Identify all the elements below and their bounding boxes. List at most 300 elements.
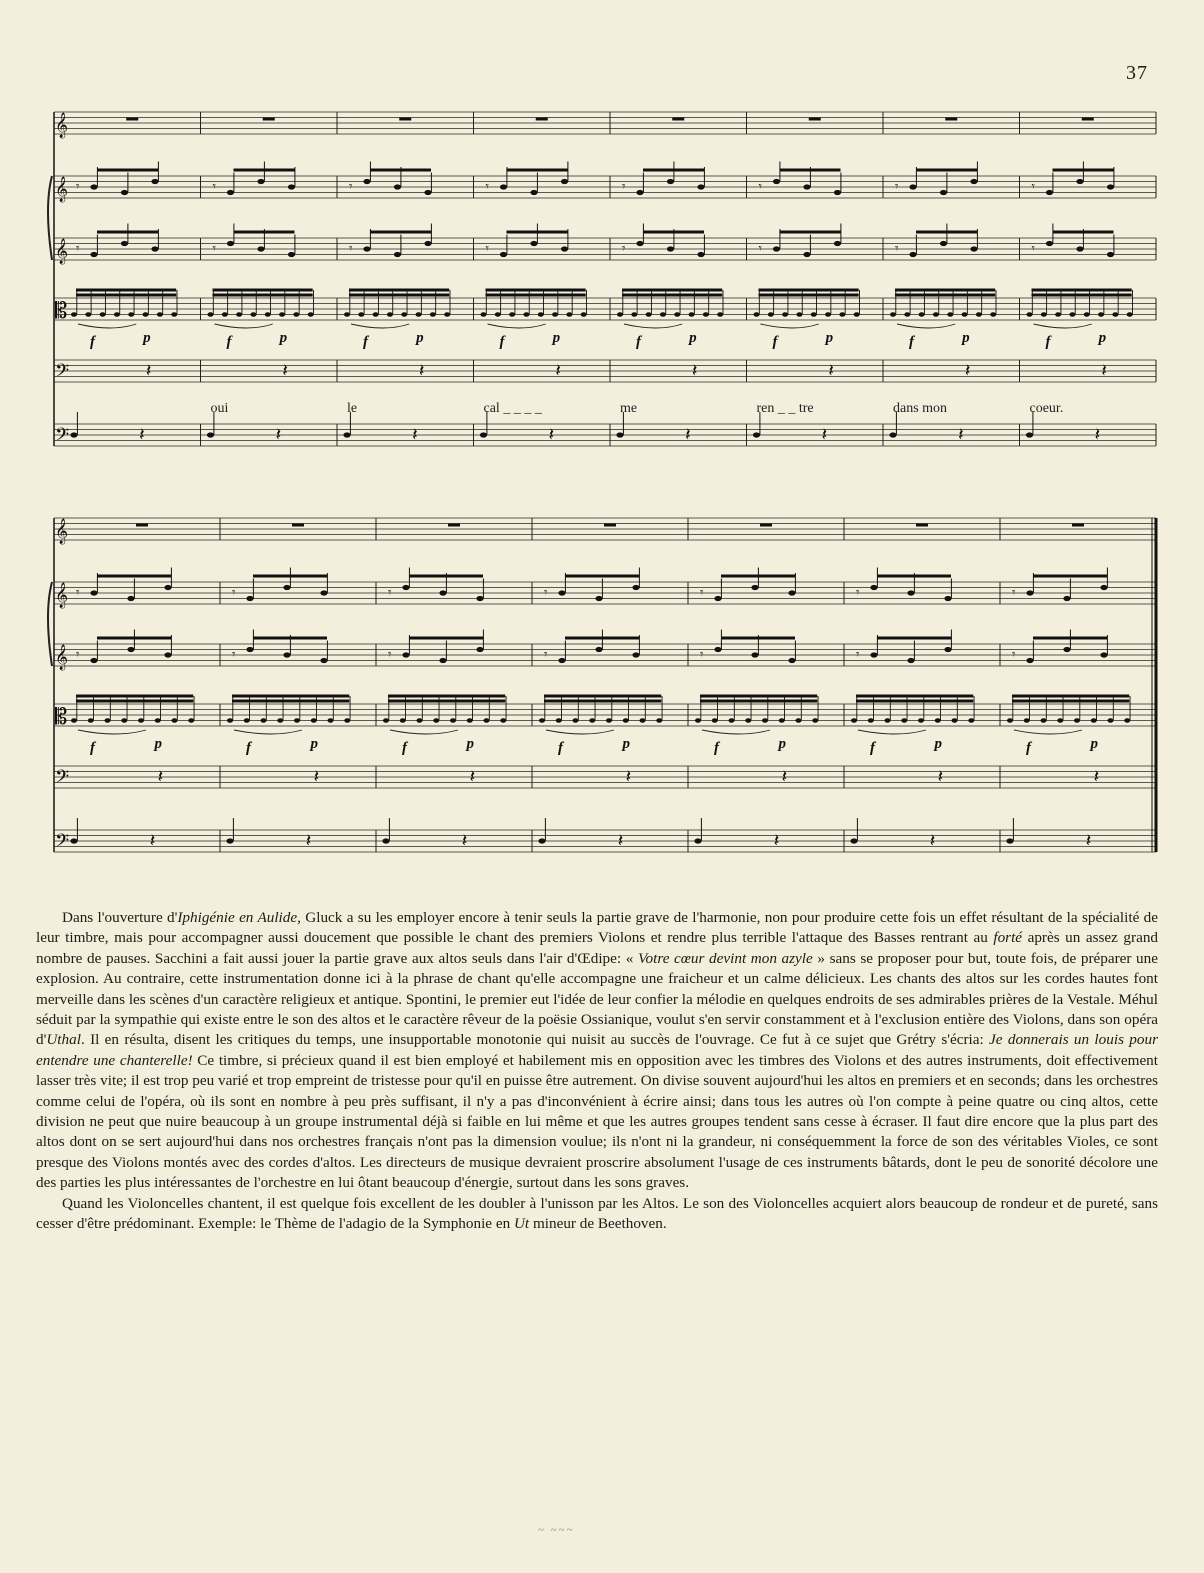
slur [234,730,302,734]
eighth-rest: 𝄾 [232,646,236,662]
note-head [616,432,623,437]
text-run: après un assez grand nombre de pauses. Sacchini a fait aussi jouer la partie grave aux altos seuls dans l'air d'Œdipe: « [36,929,1159,967]
note-head [933,312,939,317]
note-head [222,312,228,317]
note-head [401,312,407,317]
note-head [1076,246,1083,251]
note-head [288,184,295,189]
note-head [71,718,77,723]
aria-title: Votre cœur devint mon azyle [637,949,813,967]
lyric-syllable: dans mon [893,401,948,416]
note-head [623,718,629,723]
note-head [918,718,924,723]
quarter-rest: 𝄽 [412,424,418,445]
quarter-rest: 𝄽 [821,424,828,445]
note-head [383,718,389,723]
note-head [803,252,810,257]
note-head [402,652,409,657]
note-head [751,652,758,657]
note-head [714,596,721,601]
note-head [834,241,841,246]
note-head [257,179,264,184]
note-head [754,312,760,317]
note-head [646,312,652,317]
note-head [244,718,250,723]
slur [897,324,955,328]
note-head [143,312,149,317]
note-head [695,718,701,723]
eighth-rest: 𝄾 [622,178,626,194]
note-head [697,184,704,189]
note-head [509,312,515,317]
score-system-2-staves [46,504,1166,884]
note-head [773,179,780,184]
dynamic-forte: f [402,740,407,756]
note-head [935,718,941,723]
note-head [712,718,718,723]
quarter-rest: 𝄽 [555,360,561,381]
note-head [909,184,916,189]
quarter-rest: 𝄽 [617,830,624,851]
quarter-rest: 𝄽 [625,766,632,787]
note-head [970,246,977,251]
dynamic-piano: p [934,736,942,752]
note-head [1063,596,1070,601]
note-head [851,718,857,723]
quarter-rest: 𝄽 [313,766,320,787]
note-head [164,585,171,590]
slur [761,324,819,328]
note-head [344,718,350,723]
dynamic-piano: p [310,736,318,752]
eighth-rest: 𝄾 [895,240,899,256]
note-head [227,190,234,195]
dynamic-forte: f [90,740,95,756]
note-head [717,312,723,317]
whole-rest [126,118,138,121]
eighth-rest: 𝄾 [388,584,392,600]
note-head [538,838,545,843]
note-head [782,312,788,317]
note-head [1074,718,1080,723]
lyric-syllable: oui [210,401,229,416]
note-head [277,718,283,723]
work-title-uthal: Uthal [46,1031,81,1049]
quarter-rest: 𝄽 [548,424,555,445]
dynamic-forte: f [772,334,778,350]
eighth-rest: 𝄾 [544,584,548,600]
note-head [1057,718,1063,723]
note-head [656,718,662,723]
dynamic-piano: p [279,330,288,346]
note-head [1098,312,1104,317]
eighth-rest: 𝄾 [212,240,216,256]
note-head [854,312,860,317]
note-head [909,252,916,257]
note-head [265,312,271,317]
note-head [236,312,242,317]
note-head [500,718,506,723]
note-head [940,241,947,246]
note-head [556,718,562,723]
note-head [944,647,951,652]
slur [215,324,273,328]
note-head [796,312,802,317]
note-head [157,312,163,317]
whole-rest [399,118,411,121]
note-head [294,718,300,723]
dynamic-forte: f [246,740,251,756]
note-head [947,312,953,317]
alto-clef-icon: 𝄡 [55,704,68,730]
dynamic-forte: f [363,334,368,350]
note-head [636,190,643,195]
note-head [70,838,77,843]
note-head [745,718,751,723]
note-head [581,312,587,317]
note-head [962,312,968,317]
note-head [901,718,907,723]
note-head [561,179,568,184]
note-head [467,718,473,723]
dynamic-forte: f [90,334,95,350]
note-head [207,432,214,437]
note-head [151,246,158,251]
note-head [480,432,487,437]
eighth-rest: 𝄾 [544,646,548,662]
note-head [834,190,841,195]
note-head [363,246,370,251]
note-head [127,647,134,652]
note-head [387,312,393,317]
note-head [944,596,951,601]
note-head [308,312,314,317]
note-head [495,312,501,317]
note-head [476,647,483,652]
eighth-rest: 𝄾 [1012,646,1016,662]
lyric-syllable: coeur. [1029,401,1064,416]
note-head [127,596,134,601]
note-head [714,647,721,652]
note-head [1100,585,1107,590]
eighth-rest: 𝄾 [349,178,353,194]
note-head [803,184,810,189]
slur [78,730,146,734]
score-system-2 [46,504,1166,884]
paragraph-altos-history [36,908,1158,1194]
bass-clef-icon: 𝄢 [55,830,70,856]
note-head [689,312,695,317]
bass-clef-icon: 𝄢 [55,766,70,792]
note-head [424,241,431,246]
brace [48,176,52,260]
note-head [632,585,639,590]
dynamic-piano: p [1098,330,1107,346]
note-head [164,652,171,657]
note-head [394,252,401,257]
dynamic-piano: p [622,736,630,752]
slur [1034,324,1092,328]
dynamic-piano: p [466,736,474,752]
note-head [976,312,982,317]
eighth-rest: 𝄾 [700,646,704,662]
note-head [558,658,565,663]
text-run: Ce timbre, si précieux quand il est bien employé et habilement mis en opposition avec les timbres des Violons et des autres instruments, doit effectivement lasser très vite; il est trop peu varié et trop empreint de tristesse pour qu'il en puisse être autrement. On divise souvent aujourd'hui les altos en premiers et en seconds; dans les orchestres comme celui de l'opéra, où ils sont en nombre à peu près suffisant, il n'y a pas d'inconvénient à écrire ainsi; dans tous les autres où l'on compte à peine quatre ou cinq altos, cette division ne peut que nuire beaucoup à un groupe instrumental déjà si faible en lui même et que les autres groupes tendent sans cesse à écraser. Il faut dire encore que la plus part des altos dont on se sert aujourd'hui dans nos orchestres français n'ont pas la dimension voulue; ils n'ont ni la grandeur, ni conséquemment la force de son des véritables Violes, ce sont presque des Violons montés avec des cordes d'altos. Les directeurs de musique devraient proscrire absolument l'usage de ces instruments bâtards, dont le peu de sonorité décolore une des parties les plus intéressantes de l'orchestre en lui ôtant beaucoup d'énergie, surtout dans les sons graves. [36,1051,1158,1192]
quarter-rest: 𝄽 [1094,424,1101,445]
note-head [1027,312,1033,317]
lyric-syllable: le [347,401,358,416]
dynamic-piano: p [154,736,162,752]
note-head [907,658,914,663]
lyric-syllable: cal _ _ _ _ [483,401,542,416]
dynamic-forte: f [714,740,719,756]
note-head [171,312,177,317]
note-head [114,312,120,317]
note-head [703,312,709,317]
note-head [1108,718,1114,723]
note-head [890,312,896,317]
note-head [430,312,436,317]
note-head [1041,718,1047,723]
note-head [188,718,194,723]
note-head [311,718,317,723]
slur [351,324,409,328]
score-system-1-staves [46,98,1166,478]
note-head [227,718,233,723]
slur [78,324,136,328]
note-head [1076,179,1083,184]
note-head [773,246,780,251]
note-head [970,179,977,184]
note-head [121,718,127,723]
whole-rest [672,118,684,121]
dynamic-piano: p [962,330,970,346]
note-head [400,718,406,723]
quarter-rest: 𝄽 [282,360,288,381]
text-run: Gluck a su les employer encore à tenir seuls la partie grave de l'harmonie, non pour produire cette fois un effet résultant de la spécialité de leur timbre, mais pour accompagner aussi doucement que possible le chant des premiers Violons et rendre plus terrible l'attaque des Basses rentrant au [36,909,1158,947]
note-head [907,590,914,595]
whole-rest [263,118,275,121]
dynamic-piano: p [143,330,151,346]
note-head [539,718,545,723]
note-head [283,652,290,657]
note-head [751,585,758,590]
quarter-rest: 𝄽 [1085,830,1092,851]
whole-rest [1082,118,1094,121]
note-head [128,312,134,317]
note-head [523,312,529,317]
note-head [796,718,802,723]
brace [48,582,52,666]
note-head [1055,312,1061,317]
treble-clef-icon: 𝄞 [55,644,69,670]
eighth-rest: 𝄾 [1031,178,1035,194]
note-head [121,190,128,195]
dynamic-forte: f [226,334,232,350]
note-head [100,312,106,317]
note-head [71,312,77,317]
note-head [674,312,680,317]
note-head [904,312,910,317]
note-head [530,241,537,246]
note-head [90,184,97,189]
whole-rest [916,524,928,527]
note-head [811,312,817,317]
quarter-rest: 𝄽 [418,360,425,381]
note-head [373,312,379,317]
whole-rest [809,118,821,121]
note-head [667,179,674,184]
note-head [889,432,896,437]
eighth-rest: 𝄾 [485,178,489,194]
note-head [779,718,785,723]
note-head [344,312,350,317]
note-head [328,718,334,723]
note-head [697,252,704,257]
note-head [870,585,877,590]
note-head [558,590,565,595]
note-head [762,718,768,723]
note-head [788,658,795,663]
note-head [433,718,439,723]
note-head [343,432,350,437]
note-head [484,718,490,723]
treble-clef-icon: 𝄞 [55,518,69,544]
slur [488,324,546,328]
note-head [1007,718,1013,723]
note-head [552,312,558,317]
whole-rest [945,118,957,121]
note-head [105,718,111,723]
note-head [1084,312,1090,317]
quarter-rest: 𝄽 [1093,766,1100,787]
dynamic-piano: p [689,330,697,346]
eighth-rest: 𝄾 [1012,584,1016,600]
dynamic-piano: p [552,330,561,346]
lyric-syllable: ren _ _ tre [756,401,814,416]
eighth-rest: 𝄾 [758,178,762,194]
note-head [320,590,327,595]
slur [702,730,770,734]
note-head [660,312,666,317]
note-head [850,838,857,843]
work-title-iphigenie: Iphigénie en Aulide, [177,909,301,926]
quarter-rest: 𝄽 [461,830,468,851]
treble-clef-icon: 𝄞 [55,112,69,138]
note-head [632,652,639,657]
eighth-rest: 𝄾 [700,584,704,600]
quarter-rest: 𝄽 [964,360,971,381]
note-head [1107,184,1114,189]
quarter-rest: 𝄽 [828,360,834,381]
note-head [358,312,364,317]
quarter-rest: 𝄽 [145,360,152,381]
note-head [538,312,544,317]
note-head [1026,658,1033,663]
alto-clef-icon: 𝄡 [55,298,68,324]
note-head [1107,252,1114,257]
note-head [1124,718,1130,723]
note-head [561,246,568,251]
slur [546,730,614,734]
dynamic-piano: p [416,330,424,346]
eighth-rest: 𝄾 [485,240,489,256]
note-head [250,312,256,317]
note-head [288,252,295,257]
dynamic-forte: f [558,740,563,756]
note-head [825,312,831,317]
dynamic-piano: p [825,330,834,346]
note-head [246,647,253,652]
note-head [227,241,234,246]
eighth-rest: 𝄾 [388,646,392,662]
whole-rest [292,524,304,527]
slur [624,324,682,328]
dynamic-forte: f [1045,334,1051,350]
note-head [1069,312,1075,317]
note-head [729,718,735,723]
slur [390,730,458,734]
text-run: Quand les Violoncelles chantent, il est quelque fois excellent de les doubler à l'unisson par les Altos. Le son des Violoncelles acquiert alors beaucoup de rondeur et de pureté, sans cesser d'être prédominant. Exemple: le Thème de l'adagio de la Symphonie en [36,1194,1158,1233]
quarter-rest: 𝄽 [685,424,691,445]
note-head [990,312,996,317]
treble-clef-icon: 𝄞 [55,176,69,202]
eighth-rest: 𝄾 [856,646,860,662]
bass-clef-icon: 𝄢 [55,360,70,386]
score-system-1 [46,98,1166,478]
note-head [631,312,637,317]
quarter-rest: 𝄽 [305,830,312,851]
eighth-rest: 𝄾 [76,646,80,662]
note-head [595,647,602,652]
note-head [595,596,602,601]
note-head [768,312,774,317]
quarter-rest: 𝄽 [469,766,476,787]
dynamic-forte: f [636,334,641,350]
whole-rest [136,524,148,527]
note-head [1026,590,1033,595]
note-head [402,585,409,590]
slur [1014,730,1082,734]
dynamic-forte: f [870,740,875,756]
dynamic-forte: f [499,334,505,350]
note-head [1063,647,1070,652]
note-head [868,718,874,723]
note-head [283,585,290,590]
term-forte: forté [993,929,1023,947]
note-head [1046,190,1053,195]
note-head [208,312,214,317]
eighth-rest: 𝄾 [349,240,353,256]
note-head [394,184,401,189]
note-head [476,596,483,601]
note-head [606,718,612,723]
eighth-rest: 𝄾 [758,240,762,256]
note-head [85,312,91,317]
note-head [138,718,144,723]
eighth-rest: 𝄾 [856,584,860,600]
quarter-rest: 𝄽 [1101,360,1107,381]
note-head [812,718,818,723]
whole-rest [536,118,548,121]
note-head [246,596,253,601]
note-head [1127,312,1133,317]
eighth-rest: 𝄾 [232,584,236,600]
gretry-quote: Je donnerais un louis pour entendre une chanterelle! [36,1031,1158,1069]
note-head [1112,312,1118,317]
eighth-rest: 𝄾 [76,584,80,600]
note-head [416,312,422,317]
